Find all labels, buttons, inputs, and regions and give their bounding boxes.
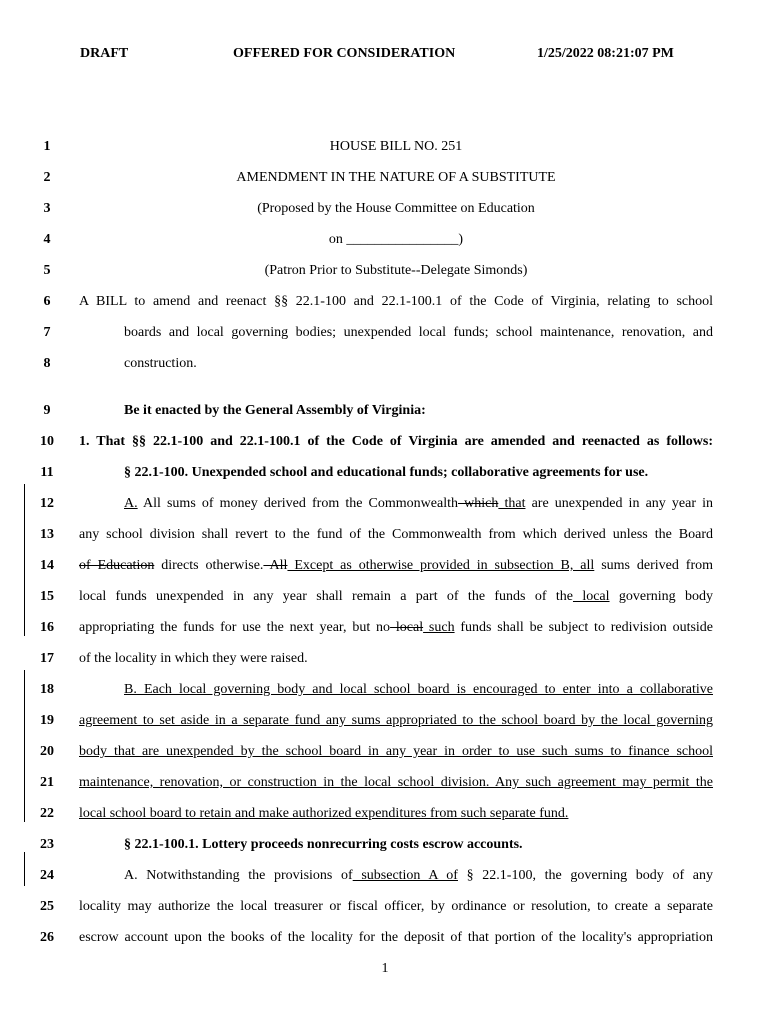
deleted-text: local — [390, 620, 424, 635]
line-number: 19 — [40, 713, 54, 728]
bill-line — [0, 168, 770, 188]
section-heading: § 22.1-100.1. Lottery proceeds nonrecurring costs escrow accounts. — [124, 837, 523, 852]
section-heading: § 22.1-100. Unexpended school and educational funds; collaborative agreements for use. — [124, 465, 649, 480]
line-number: 9 — [43, 403, 51, 418]
statute-text — [79, 680, 713, 700]
line-number: 6 — [43, 294, 51, 309]
line-number: 16 — [40, 620, 54, 635]
bill-line — [0, 897, 770, 917]
line-number: 10 — [40, 434, 54, 449]
bill-line — [0, 587, 770, 607]
inserted-text: that — [498, 496, 526, 511]
line-number: 23 — [40, 837, 54, 852]
deleted-text: which — [458, 496, 499, 511]
proposed-by: (Proposed by the House Committee on Education — [257, 201, 535, 216]
line-number: 12 — [40, 496, 54, 511]
inserted-text: body that are unexpended by the school board in any year in order to use such sums to finance school — [79, 744, 713, 759]
inserted-text: Except as otherwise provided in subsection B, all — [287, 558, 595, 573]
line-number: 11 — [40, 465, 54, 480]
bill-line — [0, 773, 770, 793]
bill-line — [0, 804, 770, 824]
bill-line — [0, 292, 770, 312]
line-number: 4 — [43, 232, 51, 247]
inserted-text: such — [423, 620, 455, 635]
inserted-text: local — [572, 589, 610, 604]
enacting-clause: Be it enacted by the General Assembly of Virginia: — [124, 403, 426, 418]
deleted-text: All — [263, 558, 288, 573]
bill-title-text: A BILL to amend and reenact §§ 22.1-100 and 22.1-100.1 of the Code of Virginia, relating to school — [79, 294, 713, 309]
line-number: 14 — [40, 558, 54, 573]
bill-line — [0, 556, 770, 576]
bill-line — [0, 525, 770, 545]
line-number: 15 — [40, 589, 54, 604]
bill-title: HOUSE BILL NO. 251 — [329, 139, 463, 154]
bill-line — [0, 323, 770, 343]
bill-line — [0, 199, 770, 219]
bill-line — [0, 835, 770, 855]
statute-text — [79, 711, 713, 731]
bill-line — [0, 649, 770, 669]
line-number: 24 — [40, 868, 54, 883]
bill-line — [0, 866, 770, 886]
bill-line — [0, 618, 770, 638]
bill-line — [0, 463, 770, 483]
bill-line — [0, 230, 770, 250]
statute-text: of Education directs otherwise. All Except as otherwise provided in subsection B, all sums derived from — [79, 558, 713, 573]
inserted-text: B. Each local governing body and local school board is encouraged to enter into a collaborative — [124, 682, 713, 697]
statute-text: A. Notwithstanding the provisions of subsection A of § 22.1-100, the governing body of any — [124, 868, 713, 883]
bill-line — [0, 261, 770, 281]
inserted-text: local school board to retain and make authorized expenditures from such separate fund. — [79, 806, 569, 821]
bill-line — [0, 432, 770, 452]
line-number: 26 — [40, 930, 54, 945]
line-number: 8 — [43, 356, 51, 371]
header-offered: OFFERED FOR CONSIDERATION — [233, 46, 456, 61]
statute-text: of the locality in which they were raised. — [79, 651, 308, 666]
inserted-text: subsection A of — [352, 868, 458, 883]
inserted-text: A. — [124, 496, 138, 511]
line-number: 20 — [40, 744, 54, 759]
bill-line — [0, 354, 770, 374]
bill-line — [0, 742, 770, 762]
bill-line — [0, 494, 770, 514]
amendment-heading: AMENDMENT IN THE NATURE OF A SUBSTITUTE — [236, 170, 556, 185]
bill-line — [0, 680, 770, 700]
statute-text: locality may authorize the local treasurer or fiscal officer, by ordinance or resolution, to create a separate — [79, 899, 713, 914]
header-draft: DRAFT — [80, 46, 129, 61]
header-timestamp: 1/25/2022 08:21:07 PM — [537, 46, 674, 61]
statute-text: any school division shall revert to the fund of the Commonwealth from which derived unless the Board — [79, 527, 713, 542]
statute-text: A. All sums of money derived from the Commonwealth which that are unexpended in any year in — [124, 496, 713, 511]
bill-line — [0, 711, 770, 731]
enactment-section: 1. That §§ 22.1-100 and 22.1-100.1 of the Code of Virginia are amended and reenacted as follows: — [79, 434, 713, 449]
line-number: 7 — [43, 325, 51, 340]
line-number: 25 — [40, 899, 54, 914]
bill-line — [0, 401, 770, 421]
line-number: 18 — [40, 682, 54, 697]
line-number: 5 — [43, 263, 51, 278]
inserted-text: maintenance, renovation, or construction in the local school division. Any such agreement may permit the — [79, 775, 713, 790]
line-number: 17 — [40, 651, 54, 666]
line-number: 1 — [43, 139, 51, 154]
bill-line — [0, 928, 770, 948]
statute-text — [79, 773, 713, 793]
inserted-text: agreement to set aside in a separate fund any sums appropriated to the school board by the local governing — [79, 713, 713, 728]
bill-title-text: construction. — [124, 356, 197, 371]
statute-text: appropriating the funds for use the next year, but no local such funds shall be subject to redivision outside — [79, 620, 713, 635]
deleted-text: of Education — [79, 558, 155, 573]
line-number: 3 — [43, 201, 51, 216]
bill-title-text: boards and local governing bodies; unexpended local funds; school maintenance, renovation, and — [124, 325, 713, 340]
statute-text — [79, 804, 713, 824]
line-number: 22 — [40, 806, 54, 821]
line-number: 21 — [40, 775, 54, 790]
statute-text — [79, 742, 713, 762]
proposed-date: on ________________) — [328, 232, 464, 247]
bill-line — [0, 137, 770, 157]
line-number: 2 — [43, 170, 51, 185]
statute-text: escrow account upon the books of the locality for the deposit of that portion of the locality's appropriation — [79, 930, 713, 945]
line-number: 13 — [40, 527, 54, 542]
page-number: 1 — [381, 961, 389, 976]
patron: (Patron Prior to Substitute--Delegate Simonds) — [264, 263, 528, 278]
statute-text: local funds unexpended in any year shall remain a part of the funds of the local governing body — [79, 589, 713, 604]
